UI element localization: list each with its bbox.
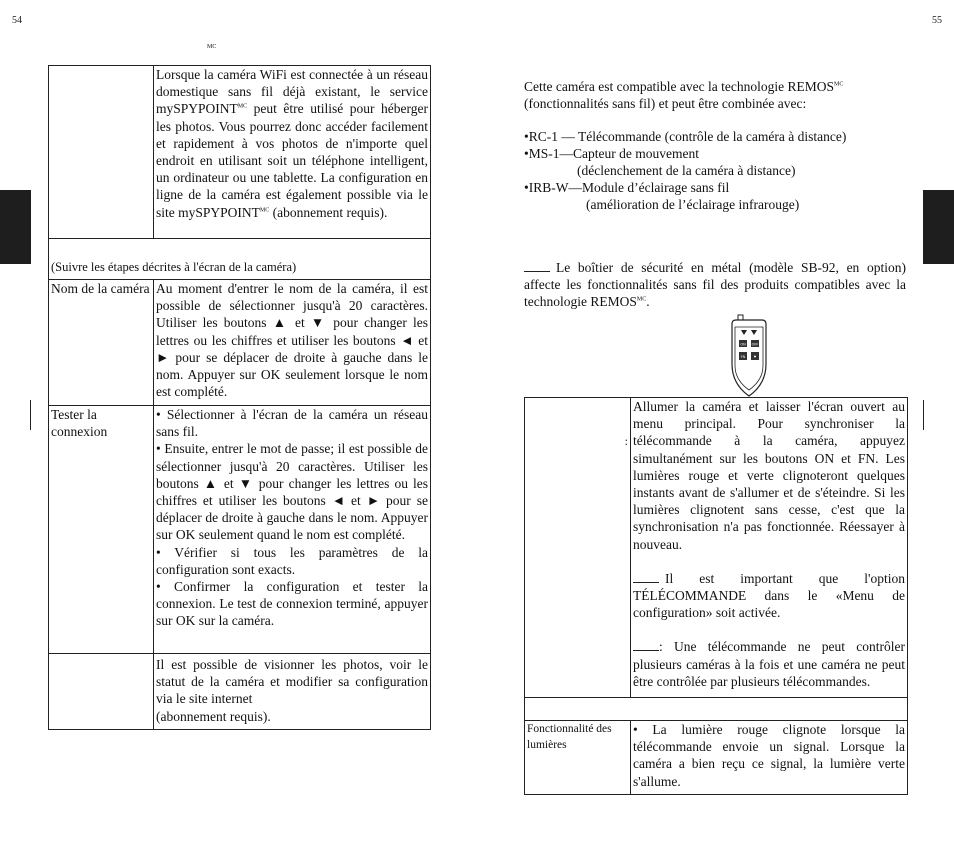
accessory-ms1: •MS-1—Capteur de mouvement [524,146,699,161]
bullet-enter-password: • Ensuite, entrer le mot de passe; il est possible de sélectionner jusqu'à 20 caractères. Utiliser les boutons ▲ et ▼ pour changer les lettres ou les chiffres et utiliser les boutons ◄ et ► pour se déplacer de droite à gauche dans le nom. Appuyer sur OK seulement quand le nom est complété. [156,441,428,543]
lights-label: Fonctionnalité des lumières [525,721,631,795]
wifi-setup-table [48,65,431,730]
remote-button-fn: FN [740,355,746,359]
chapter-tab-left [0,190,31,264]
page-number-left: 54 [12,15,22,26]
page-number-right: 55 [932,15,942,26]
warning-blank [524,261,550,272]
remote-control-icon [726,314,772,398]
accessory-rc1: •RC-1 — Télécommande (contrôle de la caméra à distance) [524,129,847,144]
row-label-camera-name: Nom de la caméra [49,280,154,406]
row-text-test-connection [154,406,431,654]
sync-text-cell [631,398,908,698]
bullet-confirm-test: • Confirmer la configuration et tester la connexion. Le test de connexion terminé, appuyer sur OK sur la caméra. [156,579,428,629]
row-text-online: Il est possible de visionner les photos, voir le statut de la caméra et modifier sa configuration via le site internet (abonnement requis). [154,654,431,730]
accessory-irbw: •IRB-W—Module d’éclairage sans fil [524,180,730,195]
chapter-tab-right [923,190,954,264]
instruction-row: (Suivre les étapes décrites à l'écran de la caméra) [49,239,431,280]
sync-instructions: Allumer la caméra et laisser l'écran ouvert au menu principal. Pour synchroniser la télécommande à la caméra, appuyez simultanément sur les boutons ON et FN. Les lumières rouge et verte clignoteront quelques instants avant de s'allumer et de s'éteindre. Si les lumières clignotent sans cesse, c'est que la synchronisation n'a pas fonctionnée. Réessayer à nouveau. [633,399,905,552]
warning-paragraph: Le boîtier de sécurité en métal (modèle SB-92, en option) affecte les fonctionnalités sans fil des produits compatibles avec la technologie $REMOS^{MC}$. [524,260,906,309]
bullet-select-network: • Sélectionner à l'écran de la caméra un réseau sans fil. [156,407,428,440]
trademark-mark: MC [207,44,217,50]
remote-button-off: OFF [751,342,759,347]
sync-label-cell: : [525,398,631,698]
accessory-ms1-note: (déclenchement de la caméra à distance) [577,163,796,178]
margin-rule-right [923,400,924,430]
row-label-online [49,654,154,730]
compat-paragraph: Cette caméra est compatible avec la technologie $REMOS^{MC}$ (fonctionnalités sans fil) et peut être combinée avec: [524,79,844,111]
remote-button-flag: ⚑ [753,355,757,359]
lights-text: • La lumière rouge clignote lorsque la télécommande envoie un signal. Lorsque la caméra a bien reçu ce signal, la lumière verte s'allume. [631,721,908,795]
remote-button-on: ON [740,342,746,347]
sync-note-2: : Une télécommande ne peut contrôler plusieurs caméras à la fois et une caméra ne peut être contrôlée par plusieurs télécommandes. [633,639,905,689]
remote-table [524,397,908,795]
accessory-list [524,128,906,213]
intro-text-cell: Lorsque la caméra WiFi est connectée à un réseau domestique sans fil déjà existant, le service mySPYPOINT$^{MC}$ peut être utilisé pour héberger les photos. Vous pourrez donc accéder facilement et rapidement à vos photos de n'importe quel endroit en utilisant soit un téléphone intelligent, un ordinateur ou une tablette. La configuration en ligne de la caméra est également possible via le site mySPYPOINT$^{MC}$ (abonnement requis). [154,66,431,239]
sync-note-1: Il est important que l'option TÉLÉCOMMANDE dans le «Menu de configuration» soit activée. [633,570,905,621]
bullet-verify-settings: • Vérifier si tous les paramètres de la configuration sont exacts. [156,544,428,577]
row-text-camera-name: Au moment d'entrer le nom de la caméra, il est possible de sélectionner jusqu'à 20 caractères. Utiliser les boutons ▲ et ▼ pour changer les lettres ou les chiffres et utiliser les boutons ◄ et ► pour se déplacer de droite à gauche dans le nom. Appuyer sur OK seulement lorsque le nom est complété. [154,280,431,406]
intro-label-cell [49,66,154,239]
accessory-irbw-note: (amélioration de l’éclairage infrarouge) [586,197,800,212]
row-label-test-connection: Tester la connexion [49,406,154,654]
spacer-row [525,698,908,721]
margin-rule-left [30,400,31,430]
